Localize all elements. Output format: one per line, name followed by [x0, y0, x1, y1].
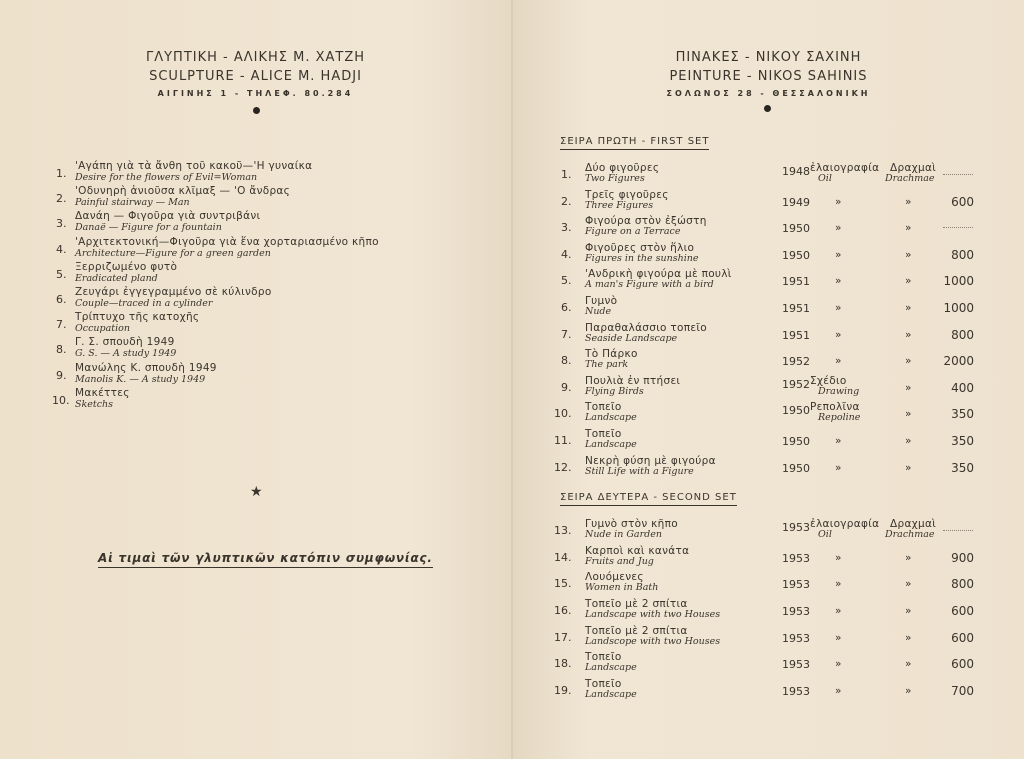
item-title-greek: Τοπεῖο μὲ 2 σπίτια — [585, 598, 688, 610]
item-title-greek: Λουόμενες — [585, 571, 644, 584]
item-year: 1948 — [782, 165, 810, 178]
paintings-title-english: PEINTURE - NIKOS SAHINIS — [669, 69, 868, 84]
item-number: 5. — [56, 267, 67, 281]
item-number: 18. — [554, 657, 572, 671]
item-price: 800 — [951, 577, 974, 592]
item-title-english: Two Figures — [585, 173, 645, 184]
price-blank-dots — [943, 227, 973, 228]
item-title-greek: Δανάη — Φιγοῦρα γιὰ συντριβάνι — [75, 210, 261, 223]
item-title-english: Couple—traced in a cylinder — [75, 298, 213, 309]
item-number: 7. — [56, 318, 67, 332]
item-currency-english: Drachmae — [885, 173, 935, 184]
paintings-title-greek: ΠΙΝΑΚΕΣ - ΝΙΚΟΥ ΣΑΧΙΝΗ — [675, 50, 862, 65]
table-row — [513, 598, 1013, 624]
item-number: 14. — [554, 550, 572, 564]
item-year: 1953 — [782, 631, 810, 645]
item-price: 900 — [951, 550, 974, 565]
item-price: 700 — [951, 683, 974, 698]
price-blank-dots — [943, 530, 973, 531]
item-currency-greek: Δραχμαὶ — [890, 518, 937, 531]
item-title-english: Landscope with two Houses — [585, 635, 721, 647]
item-year: 1953 — [782, 658, 810, 672]
table-row — [513, 455, 1013, 481]
ditto-mark: » — [835, 435, 842, 447]
item-title-english: Danaë — Figure for a fountain — [75, 222, 222, 234]
item-title-greek: Μανώλης Κ. σπουδὴ 1949 — [75, 361, 217, 374]
list-item — [0, 160, 500, 184]
sculpture-title-greek: ΓΛΥΠΤΙΚΗ - ΑΛΙΚΗΣ Μ. ΧΑΤΖΗ — [145, 50, 366, 65]
item-title-english: A man's Figure with a bird — [585, 279, 714, 291]
item-year: 1950 — [782, 248, 810, 262]
ditto-mark: » — [905, 578, 912, 591]
item-title-greek: Τοπεῖο — [585, 401, 622, 414]
item-year: 1951 — [782, 328, 810, 342]
ditto-mark: » — [835, 461, 842, 474]
item-title-english: Desire for the flowers of Evil=Woman — [75, 172, 258, 183]
item-currency-english: Drachmae — [885, 529, 935, 541]
item-number: 6. — [561, 301, 572, 314]
ditto-mark: » — [835, 658, 842, 671]
item-number: 5. — [561, 274, 572, 288]
item-year: 1951 — [782, 275, 810, 289]
item-year: 1950 — [782, 404, 810, 418]
item-number: 10. — [52, 393, 70, 407]
item-number: 19. — [554, 683, 572, 697]
item-title-english: G. S. — A study 1949 — [75, 348, 177, 360]
item-year: 1951 — [782, 302, 810, 315]
table-row — [513, 678, 1013, 704]
table-row — [513, 651, 1013, 677]
item-title-english: Sketchs — [75, 398, 114, 410]
item-number: 8. — [561, 354, 572, 368]
item-price: 2000 — [943, 354, 974, 369]
item-title-greek: 'Αγάπη γιὰ τὰ ἄνθη τοῦ κακοῦ—'Η γυναίκα — [75, 160, 313, 172]
item-title-greek: Γυμνὸ στὸν κῆπο — [585, 518, 678, 531]
item-title-english: Figure on a Terrace — [585, 226, 681, 238]
star-ornament: ★ — [250, 484, 263, 500]
item-number: 17. — [554, 630, 572, 644]
item-number: 16. — [554, 604, 572, 617]
item-year: 1950 — [782, 461, 810, 475]
price-note: Αἱ τιμαὶ τῶν γλυπτικῶν κατόπιν συμφωνίας. — [98, 551, 433, 568]
ditto-mark: » — [835, 551, 842, 564]
left-page-sculpture — [0, 0, 511, 759]
ditto-mark: » — [835, 248, 842, 261]
table-row — [513, 242, 1013, 268]
item-number: 8. — [56, 343, 67, 357]
sculpture-title-english: SCULPTURE - ALICE M. HADJI — [149, 69, 362, 84]
ditto-mark: » — [905, 551, 912, 564]
ditto-mark: » — [905, 302, 912, 314]
item-title-greek: Τοπεῖο μὲ 2 σπίτια — [585, 624, 688, 637]
sculpture-address: ΑΙΓΙΝΗΣ 1 - ΤΗΛΕΦ. 80.284 — [157, 89, 354, 98]
item-title-greek: Τοπεῖο — [585, 677, 622, 690]
item-title-english: Landscape — [585, 412, 637, 424]
ditto-mark: » — [905, 195, 912, 208]
ditto-mark: » — [905, 631, 912, 644]
bullet-dot — [764, 105, 771, 112]
item-title-greek: 'Οδυνηρὴ ἀνιοῦσα κλῖμαξ — 'Ο ἄνδρας — [75, 185, 291, 198]
item-title-greek: Φιγοῦρες στὸν ἥλιο — [585, 241, 695, 254]
table-row — [513, 162, 1013, 188]
ditto-mark: » — [835, 631, 842, 644]
item-year: 1953 — [782, 551, 810, 565]
table-row — [513, 428, 1013, 454]
item-number: 9. — [56, 368, 67, 382]
table-row — [513, 215, 1013, 241]
item-title-english: Manolis K. — A study 1949 — [75, 373, 206, 385]
item-title-greek: Δύο φιγοῦρες — [585, 162, 660, 174]
table-row — [513, 401, 1013, 427]
item-title-greek: Νεκρὴ φύση μὲ φιγούρα — [585, 454, 716, 467]
ditto-mark: » — [905, 684, 912, 697]
right-page-paintings — [513, 0, 1024, 759]
item-title-greek: 'Αρχιτεκτονική—Φιγοῦρα γιὰ ἕνα χορταριασμένο κῆπο — [75, 235, 379, 248]
item-medium-english: Repoline — [818, 412, 861, 424]
item-price: 800 — [951, 327, 974, 342]
ditto-mark: » — [905, 408, 912, 421]
ditto-mark: » — [905, 275, 912, 288]
ditto-mark: » — [905, 435, 912, 447]
item-title-english: The park — [585, 359, 629, 371]
list-item — [0, 387, 500, 411]
item-title-greek: Γ. Σ. σπουδὴ 1949 — [75, 336, 175, 349]
ditto-mark: » — [835, 355, 842, 368]
item-medium-english: Oil — [818, 173, 832, 184]
item-price: 350 — [951, 407, 974, 422]
item-price: 600 — [951, 630, 974, 645]
item-year: 1950 — [782, 435, 810, 448]
item-title-greek: Τρεῖς φιγοῦρες — [585, 188, 669, 201]
ditto-mark: » — [905, 658, 912, 671]
ditto-mark: » — [835, 222, 842, 235]
set-heading: ΣΕΙΡΑ ΠΡΩΤΗ - FIRST SET — [560, 136, 709, 150]
item-year: 1952 — [782, 377, 810, 391]
ditto-mark: » — [835, 605, 842, 617]
list-item — [0, 236, 500, 260]
item-title-english: Occupation — [75, 323, 130, 335]
item-title-english: Women in Bath — [585, 582, 659, 594]
ditto-mark: » — [905, 381, 912, 394]
item-title-english: Landscape — [585, 662, 637, 674]
item-title-greek: Τρίπτυχο τῆς κατοχῆς — [75, 311, 200, 324]
ditto-mark: » — [905, 248, 912, 261]
ditto-mark: » — [905, 461, 912, 474]
item-number: 1. — [56, 167, 67, 180]
item-title-english: Three Figures — [585, 199, 654, 211]
table-row — [513, 518, 1013, 544]
table-row — [513, 625, 1013, 651]
price-blank-dots — [943, 174, 973, 175]
table-row — [513, 295, 1013, 321]
item-price: 600 — [951, 604, 974, 618]
ditto-mark: » — [905, 605, 912, 617]
list-item — [0, 286, 500, 310]
item-number: 4. — [56, 242, 67, 256]
item-medium-english: Drawing — [818, 385, 860, 397]
item-number: 6. — [56, 293, 67, 306]
item-price: 350 — [951, 460, 974, 475]
item-price: 600 — [951, 657, 974, 672]
item-price: 1000 — [943, 274, 974, 289]
ditto-mark: » — [835, 195, 842, 208]
item-title-greek: Ζευγάρι ἐγγεγραμμένο σὲ κύλινδρο — [75, 286, 272, 298]
item-title-greek: Ξερριζωμένο φυτὸ — [75, 260, 178, 273]
item-medium-greek: ἐλαιογραφία — [810, 162, 880, 174]
list-item — [0, 311, 500, 335]
ditto-mark: » — [835, 328, 842, 341]
item-price: 350 — [951, 434, 974, 448]
item-number: 9. — [561, 380, 572, 394]
list-item — [0, 362, 500, 386]
table-row — [513, 571, 1013, 597]
item-number: 2. — [561, 194, 572, 208]
item-number: 4. — [561, 247, 572, 261]
table-row — [513, 545, 1013, 571]
item-title-english: Landscape with two Houses — [585, 609, 721, 620]
ditto-mark: » — [835, 302, 842, 314]
item-title-english: Eradicated pland — [75, 272, 158, 284]
item-year: 1953 — [782, 684, 810, 698]
item-title-greek: 'Ανδρικὴ φιγούρα μὲ πουλὶ — [585, 268, 732, 281]
ditto-mark: » — [905, 355, 912, 368]
item-year: 1952 — [782, 355, 810, 369]
list-item — [0, 336, 500, 360]
item-number: 15. — [554, 577, 572, 591]
item-title-greek: Τὸ Πάρκο — [585, 348, 638, 361]
item-title-greek: Γυμνὸ — [585, 295, 618, 307]
item-number: 11. — [554, 434, 572, 447]
list-item — [0, 261, 500, 285]
item-title-english: Landscape — [585, 439, 637, 450]
item-title-greek: Παραθαλάσσιο τοπεῖο — [585, 321, 707, 334]
item-medium-greek: ἐλαιογραφία — [810, 518, 880, 531]
item-title-greek: Φιγούρα στὸν ἐξώστη — [585, 215, 707, 228]
item-currency-greek: Δραχμαὶ — [890, 162, 937, 174]
table-row — [513, 375, 1013, 401]
list-item — [0, 210, 500, 234]
item-price: 400 — [951, 380, 974, 395]
ditto-mark: » — [835, 578, 842, 591]
table-row — [513, 322, 1013, 348]
item-title-english: Still Life with a Figure — [585, 465, 694, 477]
item-year: 1953 — [782, 521, 810, 535]
item-medium-greek: Ρεπολῖνα — [810, 401, 860, 414]
item-title-english: Figures in the sunshine — [585, 252, 699, 264]
ditto-mark: » — [905, 222, 912, 235]
item-title-greek: Καρποὶ καὶ κανάτα — [585, 544, 690, 557]
item-price: 800 — [951, 247, 974, 262]
item-number: 12. — [554, 460, 572, 474]
item-title-english: Fruits and Jug — [585, 555, 654, 567]
item-year: 1953 — [782, 605, 810, 618]
table-row — [513, 268, 1013, 294]
item-number: 10. — [554, 407, 572, 421]
item-title-greek: Μακέττες — [75, 386, 130, 399]
item-number: 3. — [561, 221, 572, 235]
item-year: 1950 — [782, 222, 810, 236]
ditto-mark: » — [835, 684, 842, 697]
item-title-greek: Τοπεῖο — [585, 651, 622, 664]
item-price: 1000 — [943, 301, 974, 315]
item-title-english: Flying Birds — [585, 385, 644, 397]
paintings-address: ΣΟΛΩΝΟΣ 28 - ΘΕΣΣΑΛΟΝΙΚΗ — [666, 89, 871, 98]
table-row — [513, 189, 1013, 215]
item-number: 3. — [56, 217, 67, 231]
item-title-english: Nude in Garden — [585, 529, 662, 541]
table-row — [513, 348, 1013, 374]
item-title-english: Painful stairway — Man — [75, 197, 190, 209]
item-title-greek: Τοπεῖο — [585, 428, 622, 440]
item-title-english: Nude — [585, 306, 612, 317]
list-item — [0, 185, 500, 209]
ditto-mark: » — [905, 328, 912, 341]
item-year: 1953 — [782, 578, 810, 592]
item-title-english: Architecture—Figure for a green garden — [75, 247, 271, 259]
item-number: 1. — [561, 168, 572, 181]
bullet-dot — [253, 107, 260, 114]
ditto-mark: » — [835, 275, 842, 288]
set-heading: ΣΕΙΡΑ ΔΕΥΤΕΡΑ - SECOND SET — [560, 492, 737, 506]
item-medium-english: Oil — [818, 529, 832, 541]
item-title-greek: Πουλιὰ ἐν πτήσει — [585, 374, 681, 387]
item-medium-greek: Σχέδιο — [810, 374, 847, 387]
item-year: 1949 — [782, 195, 810, 209]
item-number: 13. — [554, 524, 572, 538]
item-price: 600 — [951, 194, 974, 209]
item-title-english: Landscape — [585, 688, 637, 700]
item-title-english: Seaside Landscape — [585, 332, 678, 344]
item-number: 2. — [56, 192, 67, 206]
item-number: 7. — [561, 327, 572, 341]
